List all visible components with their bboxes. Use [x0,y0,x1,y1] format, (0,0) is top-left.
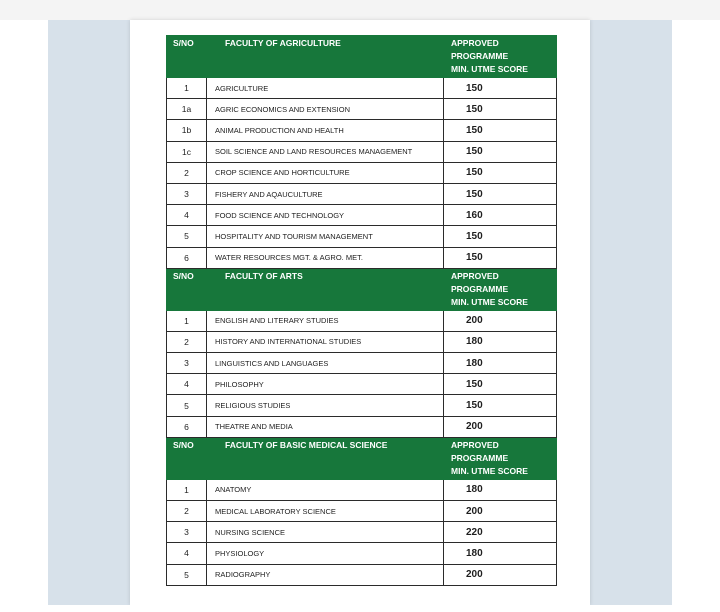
row-number: 4 [167,205,207,226]
table-row [167,353,557,374]
programme-name: FISHERY AND AQAUCULTURE [207,183,444,204]
row-number: 2 [167,162,207,183]
row-number: 1c [167,141,207,162]
sno-header: S/NO [167,36,207,78]
utme-score-table [166,35,557,586]
score-header-line: MIN. UTME SCORE [451,465,528,476]
row-number: 1 [167,78,207,99]
row-number: 3 [167,183,207,204]
row-number: 6 [167,416,207,437]
score-header-line: APPROVED [451,270,499,281]
row-number: 2 [167,331,207,352]
utme-score: 150 [444,162,557,183]
utme-score: 150 [444,120,557,141]
programme-name: AGRICULTURE [207,78,444,99]
programme-name: ANIMAL PRODUCTION AND HEALTH [207,120,444,141]
row-number: 6 [167,247,207,268]
table-row [167,522,557,543]
utme-score: 150 [444,78,557,99]
table-row [167,162,557,183]
table-row [167,501,557,522]
programme-name: THEATRE AND MEDIA [207,416,444,437]
score-header-line: APPROVED [451,38,499,48]
utme-score: 220 [444,522,557,543]
utme-score: 180 [444,479,557,500]
utme-score: 150 [444,247,557,268]
utme-score: 200 [444,310,557,331]
row-number: 5 [167,395,207,416]
sno-header: S/NO [167,437,207,479]
bottom-margin [0,605,720,612]
score-header-line: APPROVED [451,439,499,450]
utme-score: 150 [444,374,557,395]
row-number: 5 [167,564,207,585]
utme-score: 180 [444,543,557,564]
score-header [444,268,557,310]
utme-score: 150 [444,226,557,247]
utme-score: 200 [444,501,557,522]
row-number: 3 [167,353,207,374]
score-header-line: MIN. UTME SCORE [451,296,528,307]
top-strip [0,0,720,20]
programme-name: HISTORY AND INTERNATIONAL STUDIES [207,331,444,352]
row-number: 4 [167,374,207,395]
table-row [167,564,557,585]
faculty-header-row [167,36,557,78]
table-row [167,331,557,352]
programme-name: CROP SCIENCE AND HORTICULTURE [207,162,444,183]
programme-name: FOOD SCIENCE AND TECHNOLOGY [207,205,444,226]
table-row [167,99,557,120]
programme-name: NURSING SCIENCE [207,522,444,543]
utme-score: 150 [444,99,557,120]
row-number: 4 [167,543,207,564]
row-number: 1b [167,120,207,141]
table-row [167,543,557,564]
utme-score: 160 [444,205,557,226]
utme-score: 150 [444,141,557,162]
table-row [167,310,557,331]
utme-score: 180 [444,331,557,352]
table-row [167,247,557,268]
utme-score: 200 [444,564,557,585]
programme-name: RADIOGRAPHY [207,564,444,585]
programme-name: ENGLISH AND LITERARY STUDIES [207,310,444,331]
faculty-title: FACULTY OF BASIC MEDICAL SCIENCE [207,437,444,479]
table-row [167,374,557,395]
faculty-header-row [167,437,557,479]
programme-name: ANATOMY [207,479,444,500]
programme-name: LINGUISTICS AND LANGUAGES [207,353,444,374]
utme-score: 150 [444,183,557,204]
row-number: 5 [167,226,207,247]
table-row [167,226,557,247]
score-header-line: MIN. UTME SCORE [451,64,528,74]
programme-name: SOIL SCIENCE AND LAND RESOURCES MANAGEMENT [207,141,444,162]
score-header-line: PROGRAMME [451,51,509,61]
programme-name: HOSPITALITY AND TOURISM MANAGEMENT [207,226,444,247]
faculty-title: FACULTY OF AGRICULTURE [207,36,444,78]
row-number: 1 [167,310,207,331]
row-number: 2 [167,501,207,522]
faculty-header-row [167,268,557,310]
utme-score: 180 [444,353,557,374]
faculty-title: FACULTY OF ARTS [207,268,444,310]
row-number: 3 [167,522,207,543]
table-row [167,120,557,141]
row-number: 1a [167,99,207,120]
programme-name: AGRIC ECONOMICS AND EXTENSION [207,99,444,120]
table-body [167,36,557,586]
score-header-line: PROGRAMME [451,283,509,294]
sno-header: S/NO [167,268,207,310]
programme-name: MEDICAL LABORATORY SCIENCE [207,501,444,522]
table-row [167,205,557,226]
table-row [167,416,557,437]
table-row [167,183,557,204]
table-row [167,141,557,162]
table-row [167,395,557,416]
programme-name: WATER RESOURCES MGT. & AGRO. MET. [207,247,444,268]
score-header [444,36,557,78]
programme-name: RELIGIOUS STUDIES [207,395,444,416]
score-header-line: PROGRAMME [451,452,509,463]
utme-score: 150 [444,395,557,416]
utme-score: 200 [444,416,557,437]
score-header [444,437,557,479]
table-row [167,78,557,99]
table-row [167,479,557,500]
row-number: 1 [167,479,207,500]
programme-name: PHYSIOLOGY [207,543,444,564]
programme-name: PHILOSOPHY [207,374,444,395]
